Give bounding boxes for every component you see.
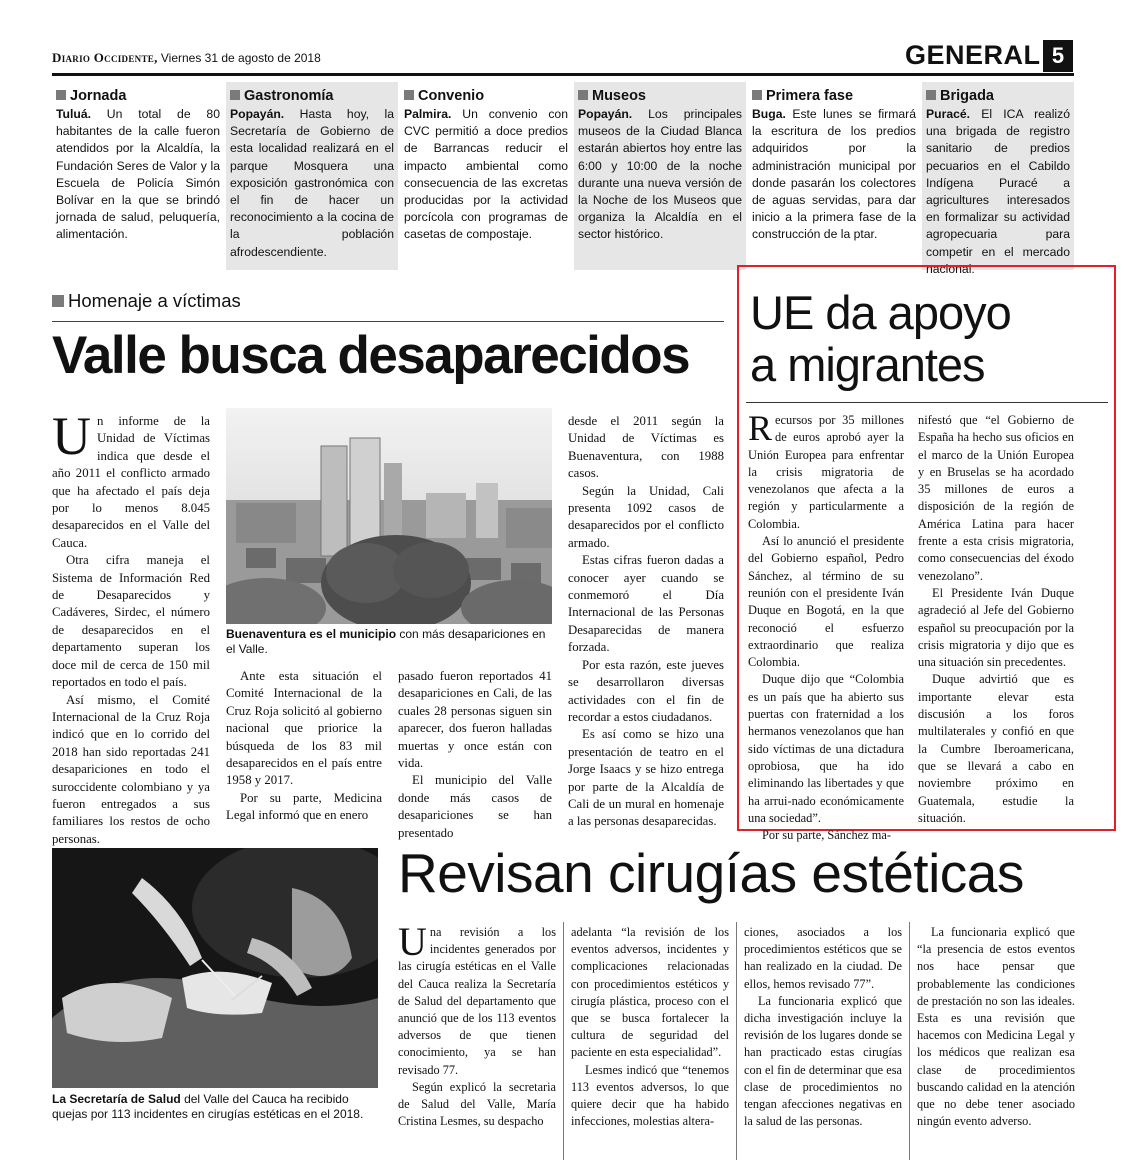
kicker-text: Homenaje a víctimas (68, 290, 241, 311)
newspaper-name: Diario Occidente, (52, 50, 158, 65)
brief-gastronomia (226, 82, 398, 270)
column-divider (563, 922, 564, 1160)
paragraph: pasado fueron reportados 41 desapariciones en Cali, de las cuales 28 personas siguen sin aparecer, dos fueron halladas muertas y once están con vida. (398, 669, 552, 771)
square-bullet-icon (404, 90, 414, 100)
main-column-4 (568, 413, 724, 831)
brief-heading: Museos (592, 88, 646, 104)
square-bullet-icon (56, 90, 66, 100)
brief-lead: Popayán. (578, 107, 633, 121)
paragraph: Por su parte, Medicina Legal informó que en enero (226, 790, 382, 823)
dropcap: U (52, 406, 91, 466)
dropcap: R (748, 408, 773, 448)
masthead (52, 50, 321, 66)
header-rule (52, 73, 1074, 76)
main-column-1 (52, 406, 210, 848)
caption-text: del Valle del Cauca ha recibido quejas por 113 incidentes en cirugías estéticas en el 2018. (52, 1092, 364, 1121)
brief-text: Hasta hoy, la Secretaría de Gobierno de esta localidad realizará en el parque Mosquera una exposición gastronómica con el fin de hacer un reconocimiento a la cocina de la población afrodescendiente. (230, 107, 394, 259)
square-bullet-icon (926, 90, 936, 100)
brief-text: Un total de 80 habitantes de la calle fueron atendidos por la Alcaldía, la Fundación Seres de Valor y la Escuela de Policía Simón Bolívar en la que se brindó jornada de salud, peluquería, alimentación. (56, 107, 220, 242)
paragraph: desde el 2011 según la Unidad de Víctimas es Buenaventura, con 1988 casos. (568, 414, 724, 481)
ue-headline-line-1: UE da apoyo (750, 286, 1011, 339)
main-kicker (52, 290, 241, 312)
brief-jornada (52, 82, 224, 270)
page-number: 5 (1043, 40, 1073, 72)
paragraph: El Presidente Iván Duque agradeció al Jefe del Gobierno español su preocupación por la crisis migratoria y dijo que es una situación sin precedentes. (918, 585, 1074, 670)
bottom-column-4 (917, 924, 1075, 1130)
paragraph: Ante esta situación el Comité Internacional de la Cruz Roja solicitó al gobierno nacional que priorice la búsqueda de los 83 mil desaparecidos en el país entre 1958 y 2017. (226, 669, 382, 788)
brief-text: El ICA realizó una brigada de registro sanitario de predios pecuarios en el Cabildo Indígena Puracé a agricultures interesados en formalizar su actividad agropecuaria para competir en el mercado nacional. (926, 107, 1070, 276)
brief-lead: Puracé. (926, 107, 971, 121)
city-skyline-image (226, 408, 552, 624)
paragraph: Estas cifras fueron dadas a conocer ayer cuando se conmemoró el Día Internacional de las Personas Desaparecidas de manera forzada. (568, 553, 724, 655)
brief-primera-fase (748, 82, 920, 270)
dropcap: U (398, 919, 427, 964)
brief-heading: Gastronomía (244, 88, 334, 104)
brief-text: Los principales museos de la Ciudad Blanca estarán abiertos hoy entre las 6:00 y 10:00 de la noche durante una nueva versión de la Noche de los Museos que organiza la Alcaldía en el sector histórico. (578, 107, 742, 242)
paragraph: Así lo anunció el presidente del Gobierno español, Pedro Sánchez, al término de su reunión con el presidente Iván Duque en Bogotá, en la que reconoció el esfuerzo extraordinario que realiza Colombia. (748, 534, 904, 670)
brief-lead: Popayán. (230, 107, 285, 121)
paragraph: nifestó que “el Gobierno de España ha hecho sus oficios en el marco de la Unión Europea y en Bruselas se ha acordado 35 millones de euros a disposición de la región de América Latina para hacer frente a esta crisis migratoria, como consecuencias del éxodo venezolano”. (918, 413, 1074, 583)
brief-text: Un convenio con CVC permitió a doce predios de Barrancas reducir el impacto ambiental como consecuencia de las excretas producidas por la actividad porcícola con programas de casetas de compostaje. (404, 107, 568, 242)
paragraph: Según explicó la secretaria de Salud del Valle, María Cristina Lesmes, su despacho (398, 1079, 556, 1129)
square-bullet-icon (752, 90, 762, 100)
brief-heading: Convenio (418, 88, 485, 104)
caption-bold: Buenaventura es el municipio (226, 627, 397, 641)
bottom-column-3 (744, 924, 902, 1130)
bottom-column-2 (571, 924, 729, 1130)
column-divider (909, 922, 910, 1160)
issue-date: Viernes 31 de agosto de 2018 (160, 51, 321, 65)
bottom-column-1 (398, 919, 556, 1130)
paragraph: Por esta razón, este jueves se desarrollaron diversas actividades con el fin de recordar a estos ciudadanos. (568, 657, 724, 724)
section-label: GENERAL (905, 40, 1041, 70)
ue-headline (750, 287, 1011, 391)
column-divider (736, 922, 737, 1160)
ue-rule (746, 402, 1108, 403)
paragraph: n informe de la Unidad de Víctimas indica que desde el año 2011 el conflicto armado que ha afectado el país deja por lo menos 8.045 desaparecidos en el Valle del Cauca. (52, 414, 210, 550)
main-column-3 (398, 668, 552, 842)
paragraph: adelanta “la revisión de los eventos adversos, incidentes y complicaciones relacionadas con procedimientos estéticos y cirugía plástica, proceso con el que se busca fortalecer la cultura de seguridad del paciente en esta especialidad”. (571, 925, 729, 1060)
main-column-2 (226, 668, 382, 825)
caption-bold: La Secretaría de Salud (52, 1092, 181, 1106)
brief-text: Este lunes se firmará la escritura de los predios adquiridos por la administración municipal por donde pasarán los colectores de aguas servidas, para dar inicio a la primera fase de la construcción de la ptar. (752, 107, 916, 242)
bottom-photo-caption (52, 1092, 382, 1122)
paragraph: na revisión a los incidentes generados por las cirugía estéticas en el Valle del Cauca realiza la Secretaría de Salud del departamento que anunció que de los 113 eventos adversos de que tienen conocimiento, ya se han revisado 77. (398, 925, 556, 1077)
brief-heading: Brigada (940, 88, 994, 104)
brief-lead: Buga. (752, 107, 786, 121)
brief-heading: Primera fase (766, 88, 854, 104)
kicker-rule (52, 321, 724, 322)
paragraph: Otra cifra maneja el Sistema de Información Red de Desaparecidos y Cadáveres, Sirdec, el número de desaparecidos en el departamento superan los doce mil de cerca de 150 mil reportados en todo el país. (52, 553, 210, 690)
paragraph: ciones, asociados a los procedimientos estéticos que se han realizado en la ciudad. De ellos, hemos revisado 77”. (744, 925, 902, 991)
ue-headline-line-2: a migrantes (750, 338, 985, 391)
brief-convenio (400, 82, 572, 270)
paragraph: Así mismo, el Comité Internacional de la Cruz Roja indicó que en lo corrido del 2018 han sido reportadas 241 desapariciones en todo el suroccidente colombiano y ya fueron entregados a sus familiares los restos de ocho personas. (52, 692, 210, 846)
brief-museos (574, 82, 746, 270)
square-bullet-icon (230, 90, 240, 100)
paragraph: Duque advirtió que es importante elevar esta discusión a los foros multilaterales y confió en que la Cumbre Iberoamericana, que se llevará a cabo en noviembre próximo en Guatemala, estudie la situación. (918, 672, 1074, 825)
paragraph: Por su parte, Sánchez ma- (762, 828, 892, 843)
ue-column-2 (918, 412, 1074, 827)
paragraph: La funcionaria explicó que “la presencia de estos eventos nos hace pensar que probablemente las condiciones de prestación no son las ideales. Esta es una revisión que hacemos con Medicina Legal y los médicos que realizan esa clase de procedimientos buscando calidad en la atención que no debe tener asociado ningún evento adverso. (917, 925, 1075, 1129)
ue-column-1 (748, 408, 904, 844)
brief-brigada (922, 82, 1074, 276)
square-bullet-icon (52, 295, 64, 307)
paragraph: Duque dijo que “Colombia es un país que ha abierto sus puertas con fraternidad a los hermanos venezolanos que han sido víctimas de una dictadura oprobiosa, que ha ido eliminando las libertades y que ha arrui-nado económicamente una sociedad”. (748, 672, 904, 825)
bottom-headline: Revisan cirugías estéticas (398, 842, 1024, 904)
paragraph: Lesmes indicó que “tenemos 113 eventos adversos, lo que quiere decir que ha habido infecciones, molestias altera- (571, 1062, 729, 1129)
paragraph: Según la Unidad, Cali presenta 1092 casos de desaparecidos por el conflicto armado. (568, 483, 724, 550)
paragraph: ecursos por 35 millones de euros aprobó ayer la Unión Europea para enfrentar la crisis migratoria de venezolanos que afecta a la región y particularmente a Colombia. (748, 413, 904, 531)
buenaventura-photo (226, 408, 552, 624)
brief-lead: Tuluá. (56, 107, 91, 121)
surgery-image (52, 848, 378, 1088)
main-headline: Valle busca desaparecidos (52, 326, 690, 385)
square-bullet-icon (578, 90, 588, 100)
paragraph: Es así como se hizo una presentación de teatro en el Jorge Isaacs y se hizo entrega por parte de la Alcaldía de Cali de un mural en homenaje a las personas desaparecidas. (568, 727, 724, 829)
main-photo-caption (226, 627, 556, 657)
surgery-photo (52, 848, 378, 1088)
paragraph: La funcionaria explicó que dicha investigación incluye la revisión de los lugares donde se han practicado estas cirugías con el fin de determinar que esa clase de procedimientos no tengan afecciones negativas en la salud de las personas. (744, 993, 902, 1129)
brief-lead: Palmira. (404, 107, 452, 121)
paragraph: El municipio del Valle donde más casos de desapariciones se han presentado (398, 773, 552, 840)
brief-heading: Jornada (70, 88, 127, 104)
caption-text: con más desapariciones en el Valle. (226, 627, 546, 656)
